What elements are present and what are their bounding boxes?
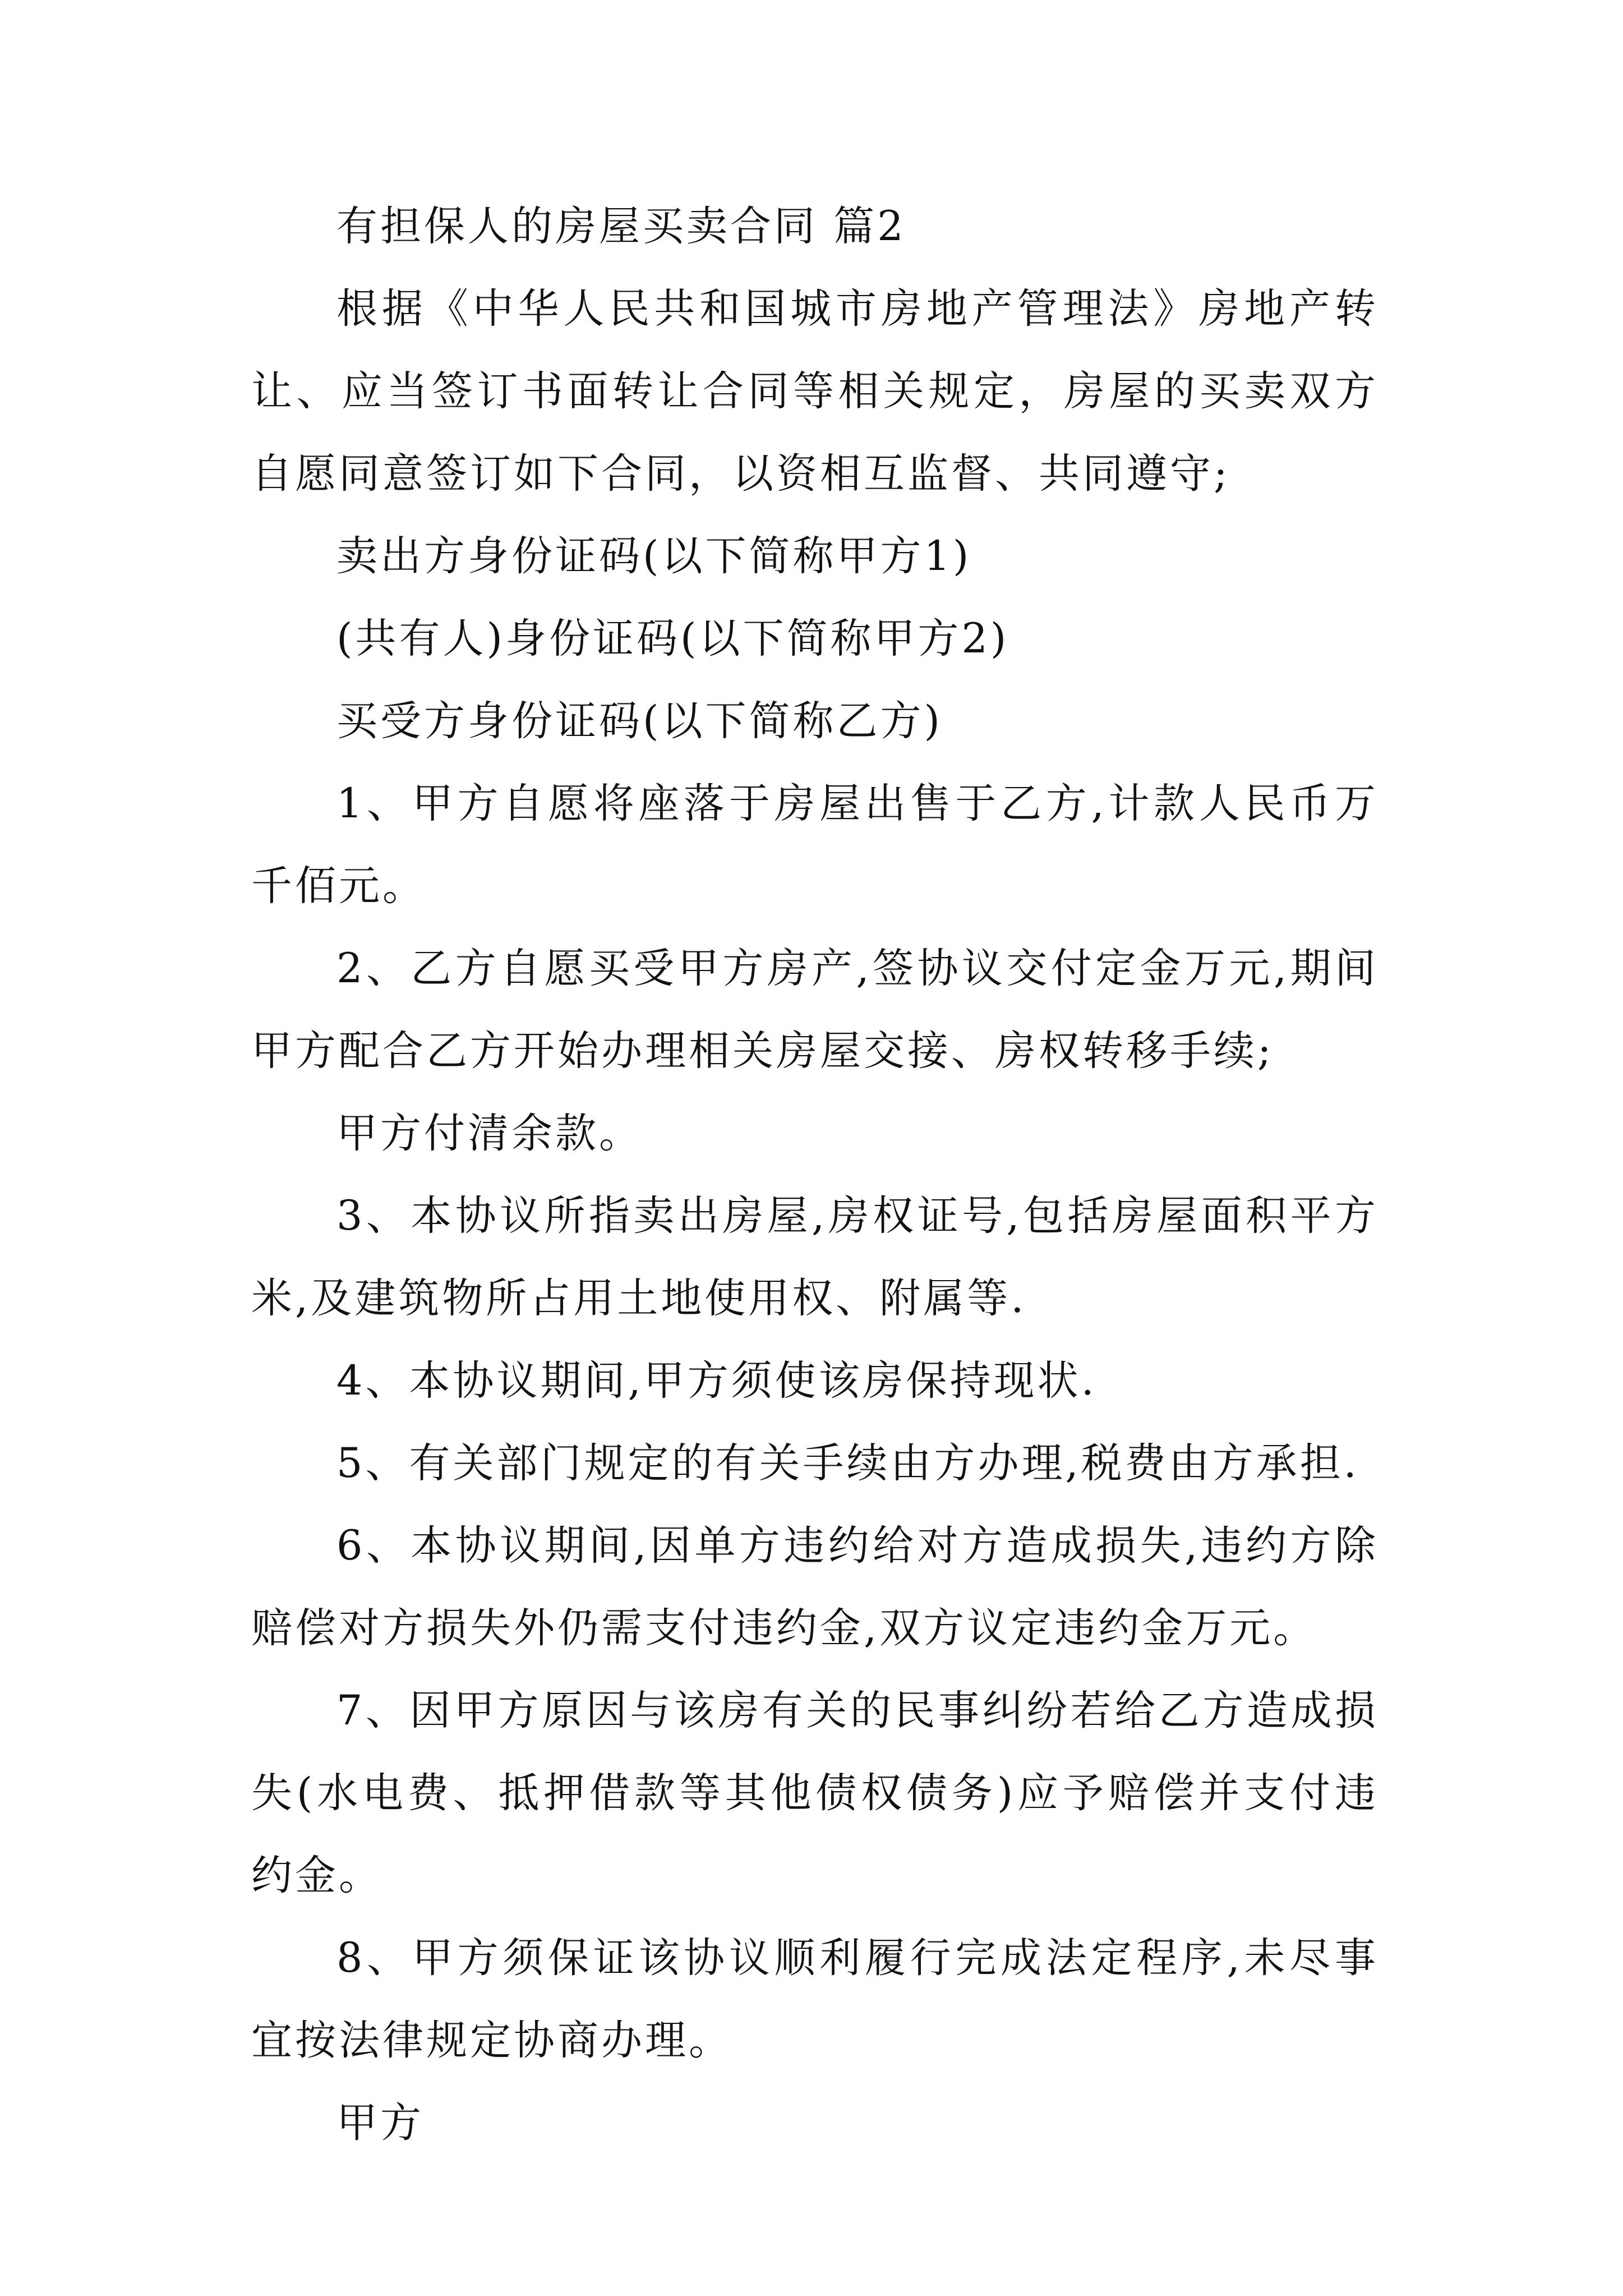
paragraph-clause-4: 4、本协议期间,甲方须使该房保持现状. (336, 1357, 1097, 1405)
paragraph-buyer-id: 买受方身份证码(以下简称乙方) (336, 697, 943, 745)
paragraph-seller-id: 卖出方身份证码(以下简称甲方1) (336, 532, 972, 580)
paragraph-co-owner-id: (共有人)身份证码(以下简称甲方2) (336, 615, 1009, 662)
document-body (251, 185, 1378, 2164)
paragraph-clause-3: 3、本协议所指卖出房屋,房权证号,包括房屋面积平方米,及建筑物所占用土地使用权、附属等. (251, 1192, 1378, 1322)
paragraph-clause-8: 8、甲方须保证该协议顺利履行完成法定程序,未尽事宜按法律规定协商办理。 (251, 1934, 1378, 2064)
paragraph-clause-7: 7、因甲方原因与该房有关的民事纠纷若给乙方造成损失(水电费、抵押借款等其他债权债务)应予赔偿并支付违约金。 (251, 1687, 1378, 1899)
paragraph-preamble: 根据《中华人民共和国城市房地产管理法》房地产转让、应当签订书面转让合同等相关规定，房屋的买卖双方自愿同意签订如下合同，以资相互监督、共同遵守; (251, 285, 1378, 498)
paragraph-clause-2: 2、乙方自愿买受甲方房产,签协议交付定金万元,期间甲方配合乙方开始办理相关房屋交接、房权转移手续; (251, 945, 1378, 1075)
signature-party-a: 甲方 (336, 2099, 424, 2147)
paragraph-clause-5: 5、有关部门规定的有关手续由方办理,税费由方承担. (336, 1439, 1359, 1487)
document-title: 有担保人的房屋买卖合同 篇2 (336, 203, 906, 250)
paragraph-clause-6: 6、本协议期间,因单方违约给对方造成损失,违约方除赔偿对方损失外仍需支付违约金,双方议定违约金万元。 (251, 1522, 1378, 1652)
paragraph-clause-1: 1、甲方自愿将座落于房屋出售于乙方,计款人民币万千佰元。 (251, 780, 1378, 910)
paragraph-clause-2-continued: 甲方付清余款。 (336, 1110, 643, 1157)
